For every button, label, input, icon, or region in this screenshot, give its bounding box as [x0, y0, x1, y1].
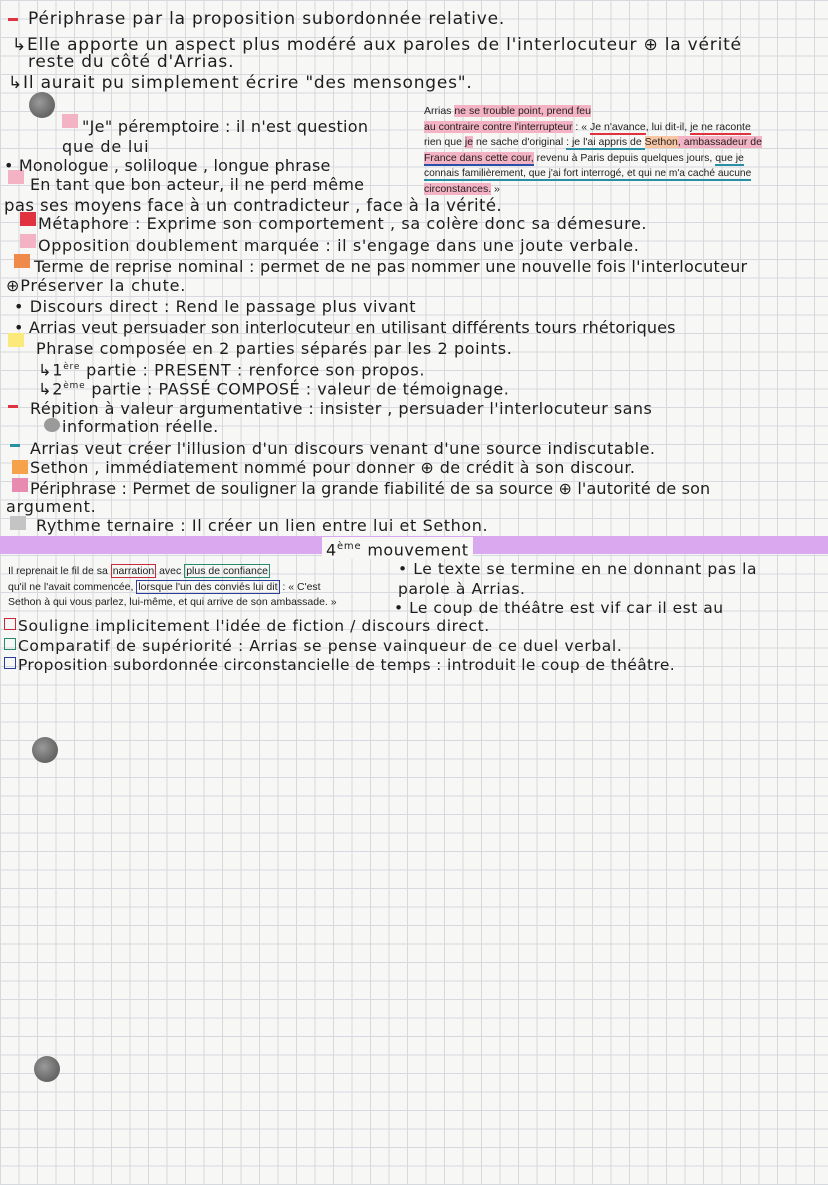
note-line: Terme de reprise nominal : permet de ne pas nommer une nouvelle fois l'interlocuteur [34, 257, 748, 276]
note-line: ↳1ère partie : PRESENT : renforce son propos. [38, 360, 426, 380]
note-line: Rythme ternaire : Il créer un lien entre lui et Sethon. [36, 516, 489, 535]
grey-marker [10, 516, 26, 530]
note-line: Périphrase par la proposition subordonnée relative. [28, 9, 506, 29]
note-line: information réelle. [62, 417, 219, 436]
note-line: Arrias veut créer l'illusion d'un discours venant d'une source indiscutable. [30, 439, 656, 458]
note-line: Métaphore : Exprime son comportement , sa colère donc sa démesure. [38, 214, 648, 233]
note-line: Phrase composée en 2 parties séparés par les 2 points. [36, 339, 513, 358]
note-line: Opposition doublement marquée : il s'engage dans une joute verbale. [38, 236, 640, 255]
note-line: pas ses moyens face à un contradicteur , face à la vérité. [4, 196, 503, 215]
quoted-excerpt-arrias: Arrias ne se trouble point, prend feu au contraire contre l'interrupteur : « Je n'avance, lui dit-il, je ne raconte rien que je ne sache d'original : je l'ai appris de Sethon, ambassadeur de France dans cette cour, revenu à Paris depuis quelques jours, que je connais familièrement, que j'ai fort interrogé, et qui ne m'a caché aucune circonstances. » [424, 105, 762, 195]
orange-marker [14, 254, 30, 268]
binder-hole-bottom [34, 1056, 60, 1082]
note-line: Répition à valeur argumentative : insister , persuader l'interlocuteur sans [30, 399, 653, 418]
pink-marker [62, 114, 78, 128]
binder-hole-middle [32, 737, 58, 763]
teal-dash-marker [10, 444, 20, 447]
note-line: parole à Arrias. [398, 580, 526, 598]
note-line: • Le coup de théâtre est vif car il est au [394, 599, 724, 617]
red-dash-marker [8, 405, 18, 408]
note-line: ↳2ème partie : PASSÉ COMPOSÉ : valeur de témoignage. [38, 379, 510, 399]
pink-marker [20, 234, 36, 248]
note-line: • Le texte se termine en ne donnant pas la [398, 560, 758, 578]
note-line: Comparatif de supériorité : Arrias se pense vainqueur de ce duel verbal. [4, 637, 622, 656]
checkbox-teal [4, 638, 16, 650]
red-dash-marker [8, 18, 18, 21]
note-line: "Je" péremptoire : il n'est question [82, 117, 369, 136]
note-line: argument. [6, 497, 97, 516]
section-title: 4ème mouvement [322, 537, 473, 559]
note-line: reste du côté d'Arrias. [28, 52, 235, 72]
note-line: • Monologue , soliloque , longue phrase [4, 156, 331, 175]
note-line: ↳Elle apporte un aspect plus modéré aux paroles de l'interlocuteur ⊕ la vérité [12, 35, 742, 55]
grey-dot-marker [44, 418, 60, 432]
binder-hole-top [29, 92, 55, 118]
checkbox-red [4, 618, 16, 630]
note-line: ↳Il aurait pu simplement écrire "des mensonges". [8, 73, 473, 93]
note-line: En tant que bon acteur, il ne perd même [30, 175, 365, 194]
note-line: Souligne implicitement l'idée de fiction / discours direct. [4, 617, 490, 636]
note-line: • Discours direct : Rend le passage plus vivant [14, 297, 417, 316]
quoted-excerpt-sethon: Il reprenait le fil de sa narration avec plus de confiance qu'il ne l'avait commencée, lorsque l'un des conviés lui dit : « C'est Sethon à qui vous parlez, lui-même, et qui arrive de son ambassade. » [8, 565, 337, 608]
pink-marker [12, 478, 28, 492]
note-line: Périphrase : Permet de souligner la grande fiabilité de sa source ⊕ l'autorité de son [30, 479, 711, 498]
note-line: Sethon , immédiatement nommé pour donner ⊕ de crédit à son discour. [30, 458, 636, 477]
note-line: ⊕Préserver la chute. [6, 276, 187, 295]
checkbox-blue [4, 657, 16, 669]
orange-marker [12, 460, 28, 474]
note-line: • Arrias veut persuader son interlocuteur en utilisant différents tours rhétoriques [14, 318, 676, 337]
note-line: Proposition subordonnée circonstancielle de temps : introduit le coup de théâtre. [4, 656, 675, 675]
note-line: que de lui [62, 137, 150, 156]
